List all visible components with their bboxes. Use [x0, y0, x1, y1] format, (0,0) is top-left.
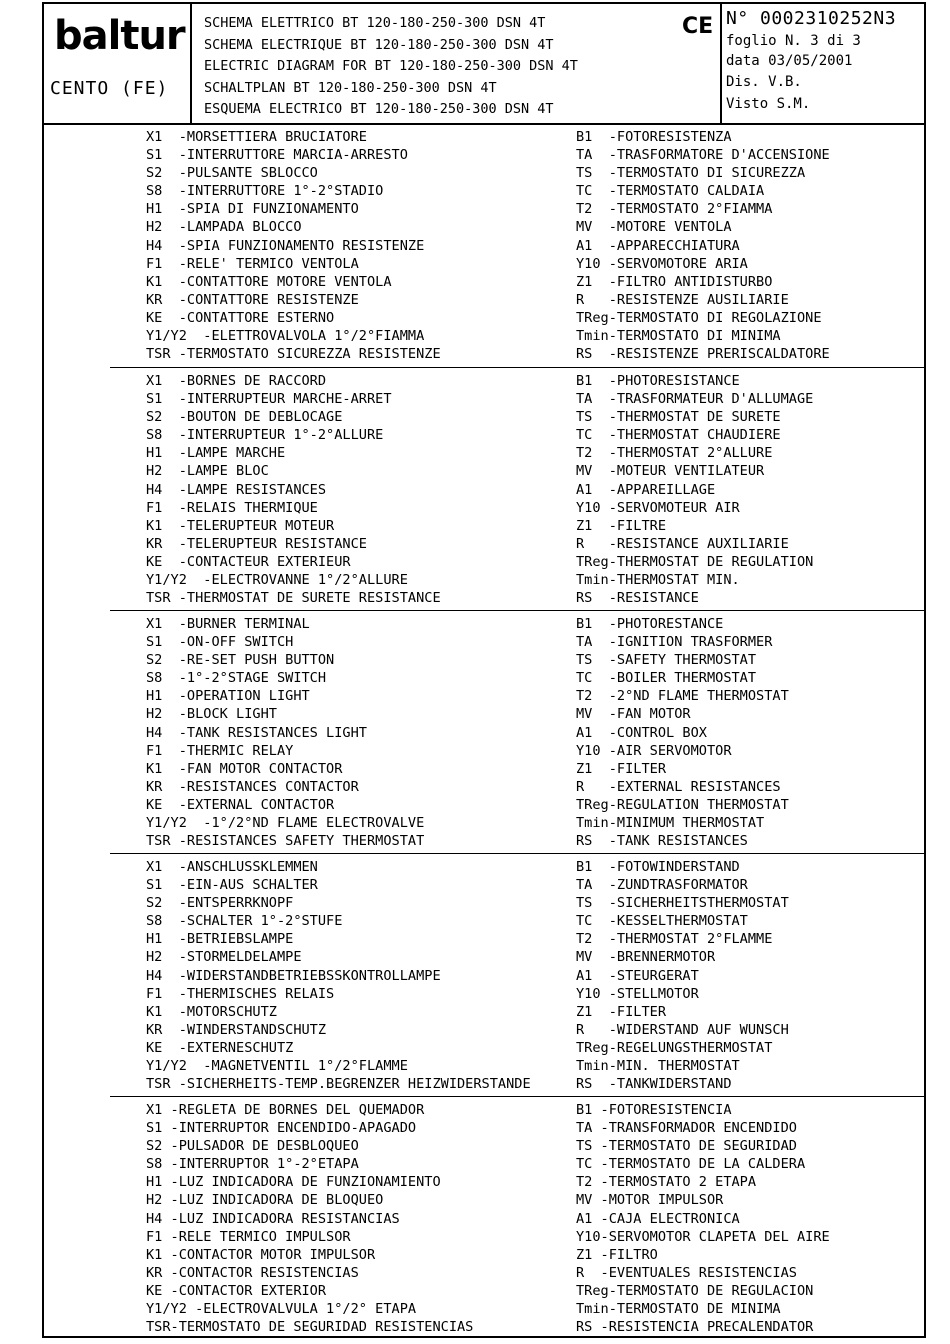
legend-column-left: [146, 615, 424, 850]
legend-entry: TC -THERMOSTAT CHAUDIERE: [576, 427, 781, 444]
legend-entry: K1 -CONTATTORE MOTORE VENTOLA: [146, 273, 392, 290]
legend-entry: Y10 -SERVOMOTORE ARIA: [576, 255, 748, 272]
legend-entry: Y10 -AIR SERVOMOTOR: [576, 742, 732, 759]
legend-entry: Y1/Y2 -ELETTROVALVOLA 1°/2°FIAMMA: [146, 328, 425, 345]
legend-column-right: [576, 858, 789, 1093]
legend-entry: TA -IGNITION TRASFORMER: [576, 634, 773, 651]
legend-entry: A1 -CAJA ELECTRONICA: [576, 1210, 740, 1227]
legend-entry: MV -MOTOR IMPULSOR: [576, 1192, 724, 1209]
legend-entry: KE -CONTATTORE ESTERNO: [146, 309, 335, 326]
legend-entry: KR -CONTATTORE RESISTENZE: [146, 291, 359, 308]
legend-entry: Y1/Y2 -MAGNETVENTIL 1°/2°FLAMME: [146, 1058, 408, 1075]
legend-entry: S8 -INTERRUPTEUR 1°-2°ALLURE: [146, 427, 384, 444]
legend-entry: H1 -BETRIEBSLAMPE: [146, 931, 294, 948]
legend-entry: Y1/Y2 -ELECTROVALVULA 1°/2° ETAPA: [146, 1301, 417, 1318]
legend-entry: F1 -RELAIS THERMIQUE: [146, 499, 318, 516]
legend-entry: A1 -APPAREILLAGE: [576, 481, 716, 498]
legend-entry: A1 -STEURGERAT: [576, 967, 699, 984]
legend-entry: Z1 -FILTRO ANTIDISTURBO: [576, 273, 773, 290]
legend-entry: KE -CONTACTEUR EXTERIEUR: [146, 553, 351, 570]
section-divider: [110, 610, 924, 611]
diagram-titles: [204, 13, 578, 121]
legend-entry: MV -MOTORE VENTOLA: [576, 219, 732, 236]
legend-entry: TSR -SICHERHEITS-TEMP.BEGRENZER HEIZWIDERSTANDE: [146, 1076, 531, 1093]
legend-entry: H2 -LAMPE BLOC: [146, 463, 269, 480]
legend-entry: Y10-SERVOMOTOR CLAPETA DEL AIRE: [576, 1228, 830, 1245]
legend-entry: Tmin-MINIMUM THERMOSTAT: [576, 815, 765, 832]
section-divider: [110, 367, 924, 368]
legend-entry: Y10 -SERVOMOTEUR AIR: [576, 499, 740, 516]
legend-entry: X1 -REGLETA DE BORNES DEL QUEMADOR: [146, 1102, 425, 1118]
legend-entry: R -EXTERNAL RESISTANCES: [576, 778, 781, 795]
title-en: ELECTRIC DIAGRAM FOR BT 120-180-250-300 DSN 4T: [204, 58, 578, 74]
legend-entry: B1 -FOTORESISTENCIA: [576, 1102, 732, 1118]
legend-column-right: [576, 372, 813, 607]
legend-entry: TC -BOILER THERMOSTAT: [576, 670, 757, 687]
legend-entry: MV -MOTEUR VENTILATEUR: [576, 463, 765, 480]
legend-entry: K1 -MOTORSCHUTZ: [146, 1003, 277, 1020]
legend-entry: TReg-THERMOSTAT DE REGULATION: [576, 553, 814, 570]
legend-entry: S1 -INTERRUPTOR ENCENDIDO-APAGADO: [146, 1120, 417, 1137]
sheet-number: foglio N. 3 di 3: [726, 33, 861, 49]
legend-entry: RS -RESISTENCIA PRECALENDATOR: [576, 1319, 814, 1336]
legend-entry: S8 -INTERRUPTOR 1°-2°ETAPA: [146, 1156, 359, 1173]
legend-entry: R -WIDERSTAND AUF WUNSCH: [576, 1021, 789, 1038]
legend-entry: B1 -FOTORESISTENZA: [576, 129, 732, 145]
legend-entry: F1 -RELE' TERMICO VENTOLA: [146, 255, 359, 272]
legend-entry: KE -CONTACTOR EXTERIOR: [146, 1282, 327, 1299]
legend-entry: MV -FAN MOTOR: [576, 706, 691, 723]
legend-entry: A1 -APPARECCHIATURA: [576, 237, 740, 254]
legend-entry: H4 -TANK RESISTANCES LIGHT: [146, 724, 367, 741]
title-fr: SCHEMA ELECTRIQUE BT 120-180-250-300 DSN 4T: [204, 36, 554, 53]
legend-entry: T2 -THERMOSTAT 2°ALLURE: [576, 445, 773, 462]
legend-entry: F1 -THERMISCHES RELAIS: [146, 985, 335, 1002]
legend-entry: X1 -MORSETTIERA BRUCIATORE: [146, 129, 367, 145]
legend-entry: H4 -WIDERSTANDBETRIEBSSKONTROLLAMPE: [146, 967, 441, 984]
legend-entry: Tmin-MIN. THERMOSTAT: [576, 1058, 740, 1075]
legend-entry: TSR -RESISTANCES SAFETY THERMOSTAT: [146, 833, 425, 850]
legend-entry: H1 -LAMPE MARCHE: [146, 445, 286, 462]
legend-entry: TReg-REGULATION THERMOSTAT: [576, 796, 789, 813]
legend-entry: B1 -PHOTORESTANCE: [576, 616, 724, 632]
legend-entry: TS -THERMOSTAT DE SURETE: [576, 409, 781, 426]
legend-entry: MV -BRENNERMOTOR: [576, 949, 716, 966]
legend-entry: Z1 -FILTER: [576, 760, 667, 777]
legend-entry: KE -EXTERNESCHUTZ: [146, 1039, 294, 1056]
legend-entry: TS -TERMOSTATO DI SICUREZZA: [576, 165, 806, 182]
legend-entry: KR -RESISTANCES CONTACTOR: [146, 778, 359, 795]
legend-column-right: [576, 128, 830, 363]
legend-entry: S2 -PULSADOR DE DESBLOQUEO: [146, 1138, 359, 1155]
legend-entry: S1 -INTERRUTTORE MARCIA-ARRESTO: [146, 147, 408, 164]
legend-column-right: [576, 615, 789, 850]
legend-entry: A1 -CONTROL BOX: [576, 724, 707, 741]
legend-column-left: [146, 1101, 473, 1336]
legend-entry: K1 -FAN MOTOR CONTACTOR: [146, 760, 343, 777]
legend-entry: S2 -BOUTON DE DEBLOCAGE: [146, 409, 343, 426]
legend-entry: Z1 -FILTRO: [576, 1246, 658, 1263]
title-it: SCHEMA ELETTRICO BT 120-180-250-300 DSN 4T: [204, 15, 546, 31]
legend-entry: RS -RESISTANCE: [576, 590, 699, 607]
document-frame: [42, 2, 926, 1338]
legend-entry: TSR -TERMOSTATO SICUREZZA RESISTENZE: [146, 346, 441, 363]
legend-column-right: [576, 1101, 830, 1336]
legend-entry: KE -EXTERNAL CONTACTOR: [146, 796, 335, 813]
legend-entry: T2 -TERMOSTATO 2°FIAMMA: [576, 201, 773, 218]
company-city: CENTO (FE): [50, 78, 169, 99]
legend-entry: X1 -ANSCHLUSSKLEMMEN: [146, 859, 318, 875]
legend-entry: H2 -LAMPADA BLOCCO: [146, 219, 302, 236]
legend-entry: TSR-TERMOSTATO DE SEGURIDAD RESISTENCIAS: [146, 1319, 474, 1336]
legend-entry: R -RESISTANCE AUXILIARIE: [576, 535, 789, 552]
legend-entry: TS -SAFETY THERMOSTAT: [576, 652, 757, 669]
legend-entry: TA -TRASFORMATORE D'ACCENSIONE: [576, 147, 830, 164]
section-divider: [110, 853, 924, 854]
title-es: ESQUEMA ELECTRICO BT 120-180-250-300 DSN 4T: [204, 101, 554, 117]
legend-entry: R -RESISTENZE AUSILIARIE: [576, 291, 789, 308]
legend-entry: S1 -INTERRUPTEUR MARCHE-ARRET: [146, 391, 392, 408]
legend-entry: Y1/Y2 -1°/2°ND FLAME ELECTROVALVE: [146, 815, 425, 832]
legend-entry: S2 -PULSANTE SBLOCCO: [146, 165, 318, 182]
legend-entry: H1 -SPIA DI FUNZIONAMENTO: [146, 201, 359, 218]
legend-column-left: [146, 858, 531, 1093]
legend-entry: H2 -BLOCK LIGHT: [146, 706, 277, 723]
legend-entry: S1 -ON-OFF SWITCH: [146, 634, 294, 651]
document-number: N° 0002310252N3: [726, 8, 897, 29]
legend-entry: S2 -RE-SET PUSH BUTTON: [146, 652, 335, 669]
legend-entry: TReg-TERMOSTATO DE REGULACION: [576, 1282, 814, 1299]
legend-entry: S8 -INTERRUTTORE 1°-2°STADIO: [146, 183, 384, 200]
legend-entry: H2 -STORMELDELAMPE: [146, 949, 302, 966]
legend-entry: S1 -EIN-AUS SCHALTER: [146, 877, 318, 894]
legend-entry: TA -TRASFORMATEUR D'ALLUMAGE: [576, 391, 814, 408]
legend-entry: KR -TELERUPTEUR RESISTANCE: [146, 535, 367, 552]
legend-entry: F1 -RELE TERMICO IMPULSOR: [146, 1228, 351, 1245]
legend-entry: S2 -ENTSPERRKNOPF: [146, 895, 294, 912]
legend-entry: T2 -THERMOSTAT 2°FLAMME: [576, 931, 773, 948]
section-divider: [110, 1096, 924, 1097]
legend-entry: TC -KESSELTHERMOSTAT: [576, 913, 748, 930]
title-de: SCHALTPLAN BT 120-180-250-300 DSN 4T: [204, 79, 497, 96]
legend-entry: TA -TRANSFORMADOR ENCENDIDO: [576, 1120, 797, 1137]
legend-entry: TS -TERMOSTATO DE SEGURIDAD: [576, 1138, 797, 1155]
legend-entry: K1 -TELERUPTEUR MOTEUR: [146, 517, 335, 534]
legend-entry: TC -TERMOSTATO CALDAIA: [576, 183, 765, 200]
legend-column-left: [146, 128, 441, 363]
legend-entry: Y10 -STELLMOTOR: [576, 985, 699, 1002]
legend-entry: RS -RESISTENZE PRERISCALDATORE: [576, 346, 830, 363]
legend-entry: Tmin-TERMOSTATO DI MINIMA: [576, 328, 781, 345]
legend-entry: KR -CONTACTOR RESISTENCIAS: [146, 1264, 359, 1281]
legend-entry: H1 -OPERATION LIGHT: [146, 688, 310, 705]
legend-entry: RS -TANK RESISTANCES: [576, 833, 748, 850]
legend-entry: X1 -BURNER TERMINAL: [146, 616, 310, 632]
document-date: data 03/05/2001: [726, 53, 853, 69]
legend-entry: F1 -THERMIC RELAY: [146, 742, 294, 759]
legend-entry: TA -ZUNDTRASFORMATOR: [576, 877, 748, 894]
legend-column-left: [146, 372, 441, 607]
legend-entry: H4 -LAMPE RESISTANCES: [146, 481, 327, 498]
legend-entry: H1 -LUZ INDICADORA DE FUNZIONAMIENTO: [146, 1174, 441, 1191]
legend-entry: RS -TANKWIDERSTAND: [576, 1076, 732, 1093]
legend-entry: K1 -CONTACTOR MOTOR IMPULSOR: [146, 1246, 376, 1263]
ce-mark: CE: [682, 14, 714, 39]
legend-entry: H4 -SPIA FUNZIONAMENTO RESISTENZE: [146, 237, 425, 254]
drawn-by: Dis. V.B.: [726, 74, 802, 90]
legend-entry: TS -SICHERHEITSTHERMOSTAT: [576, 895, 789, 912]
legend-entry: B1 -PHOTORESISTANCE: [576, 373, 740, 389]
legend-entry: TSR -THERMOSTAT DE SURETE RESISTANCE: [146, 590, 441, 607]
legend-entry: KR -WINDERSTANDSCHUTZ: [146, 1021, 327, 1038]
legend-entry: H2 -LUZ INDICADORA DE BLOQUEO: [146, 1192, 384, 1209]
legend-entry: Z1 -FILTER: [576, 1003, 667, 1020]
legend-entry: Tmin-TERMOSTATO DE MINIMA: [576, 1301, 781, 1318]
legend-entry: T2 -TERMOSTATO 2 ETAPA: [576, 1174, 757, 1191]
legend-entry: S8 -SCHALTER 1°-2°STUFE: [146, 913, 343, 930]
legend-entry: TReg-TERMOSTATO DI REGOLAZIONE: [576, 309, 822, 326]
info-box: [720, 4, 926, 123]
legend-entry: H4 -LUZ INDICADORA RESISTANCIAS: [146, 1210, 400, 1227]
company-logo: baltur: [54, 13, 185, 59]
legend-entry: B1 -FOTOWINDERSTAND: [576, 859, 740, 875]
legend-entry: S8 -1°-2°STAGE SWITCH: [146, 670, 327, 687]
legend-entry: X1 -BORNES DE RACCORD: [146, 373, 327, 389]
legend-entry: R -EVENTUALES RESISTENCIAS: [576, 1264, 797, 1281]
logo-box: [44, 4, 192, 123]
legend-entry: Y1/Y2 -ELECTROVANNE 1°/2°ALLURE: [146, 572, 408, 589]
checked-by: Visto S.M.: [726, 96, 811, 112]
legend-entry: T2 -2°ND FLAME THERMOSTAT: [576, 688, 789, 705]
legend-entry: Tmin-THERMOSTAT MIN.: [576, 572, 740, 589]
legend-entry: TC -TERMOSTATO DE LA CALDERA: [576, 1156, 806, 1173]
legend-entry: TReg-REGELUNGSTHERMOSTAT: [576, 1039, 773, 1056]
legend-entry: Z1 -FILTRE: [576, 517, 667, 534]
title-block: [44, 4, 924, 125]
